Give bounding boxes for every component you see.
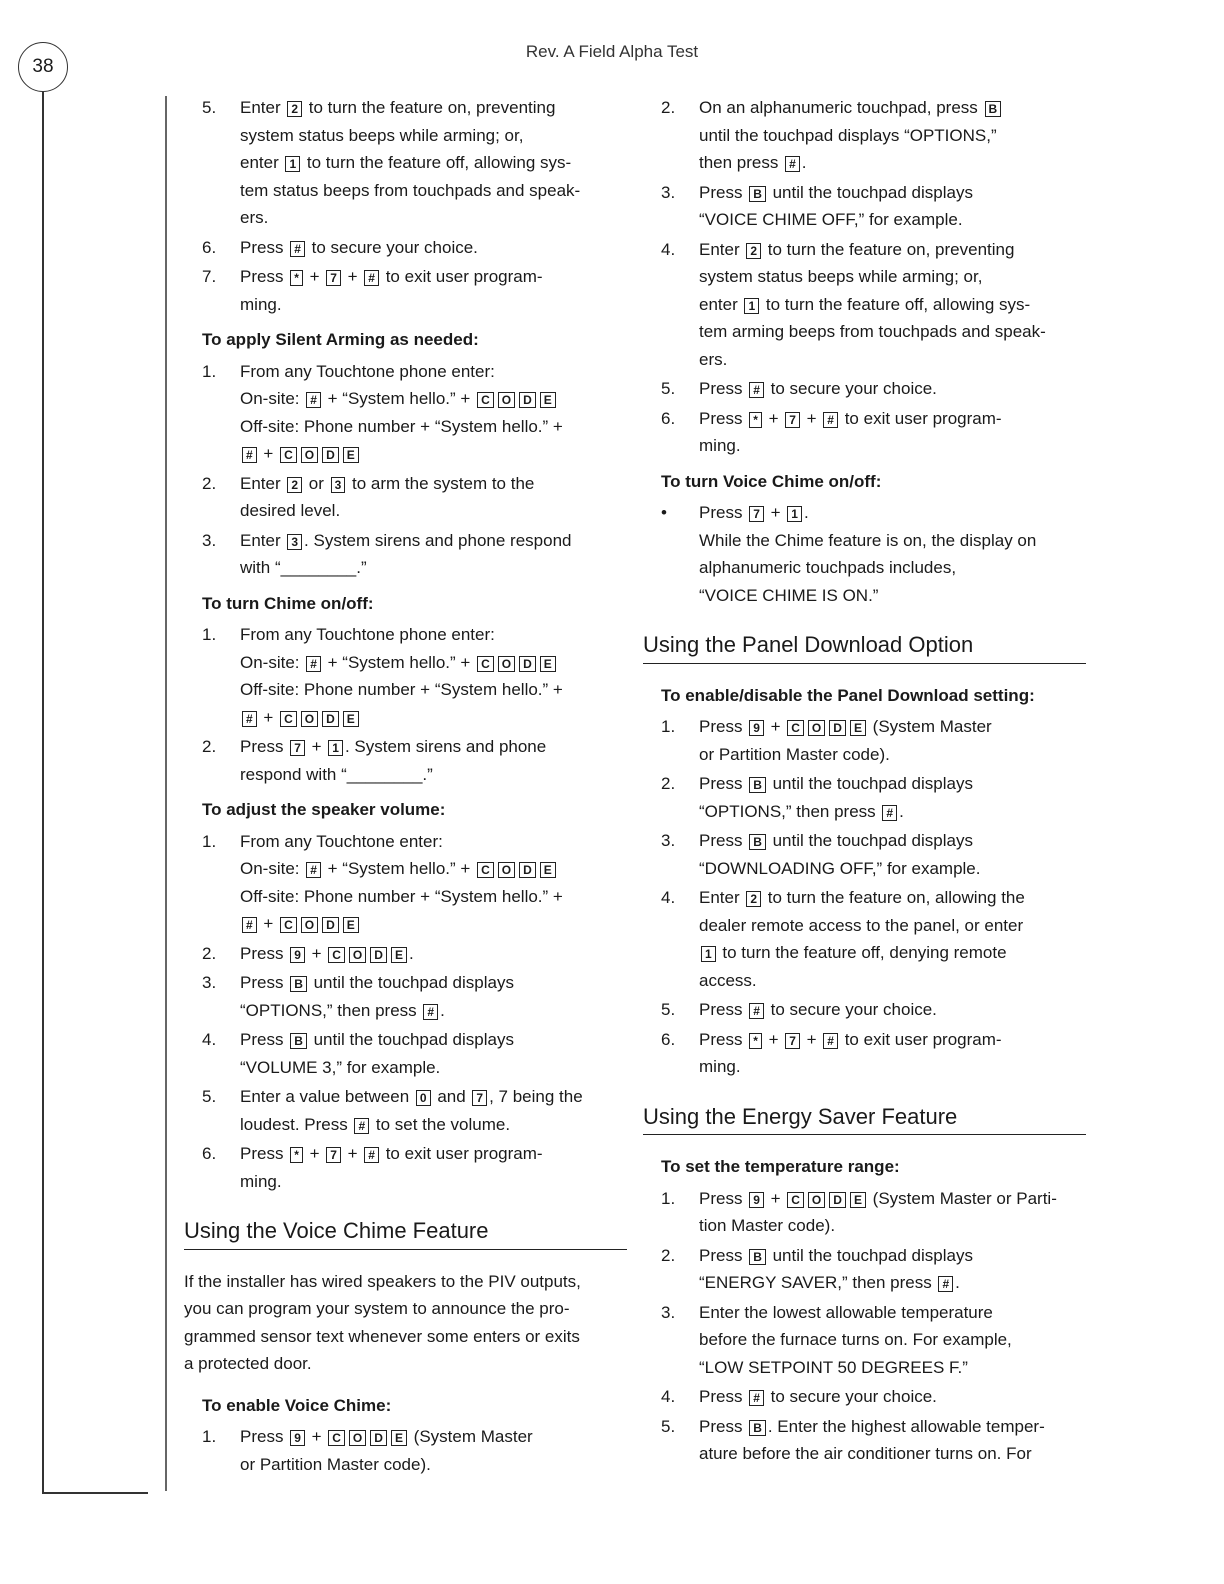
key-glyph: C bbox=[280, 917, 297, 933]
step-text: Enter 2 or 3 to arm the system to the bbox=[240, 473, 535, 493]
step-number: 1. bbox=[202, 625, 217, 644]
step-text: “ENERGY SAVER,” then press # . bbox=[699, 1273, 960, 1292]
procedure-heading: To turn Chime on/off: bbox=[202, 593, 374, 613]
list-item bbox=[202, 1423, 627, 1478]
step-text: 1 to turn the feature off, denying remote bbox=[699, 939, 1086, 967]
step-text: Press B until the touchpad displays bbox=[699, 182, 973, 202]
step-text: “VOLUME 3,” for example. bbox=[240, 1057, 441, 1077]
key-glyph: O bbox=[349, 947, 366, 963]
step-text: On-site: # + “System hello.” + C O D E bbox=[240, 385, 627, 413]
step-text: Press * + 7 + # to exit user program- bbox=[699, 1029, 1002, 1049]
key-glyph: 1 bbox=[744, 298, 759, 314]
key-glyph: 0 bbox=[416, 1090, 431, 1106]
step-text: On an alphanumeric touchpad, press B bbox=[699, 94, 1086, 122]
step-text: enter 1 to turn the feature off, allowing sys- bbox=[240, 153, 572, 172]
step-number: 4. bbox=[661, 888, 676, 907]
step-number: 5. bbox=[202, 98, 217, 117]
left-column bbox=[184, 94, 627, 1480]
step-number: 5. bbox=[661, 379, 676, 398]
key-glyph: O bbox=[498, 392, 515, 408]
key-glyph: B bbox=[749, 777, 766, 793]
key-glyph: # bbox=[354, 1118, 369, 1134]
step-number: 1. bbox=[661, 717, 676, 736]
key-glyph: E bbox=[850, 1192, 866, 1208]
key-glyph: C bbox=[328, 947, 345, 963]
list-item bbox=[661, 713, 1086, 768]
step-text: Press B until the touchpad displays bbox=[699, 831, 973, 850]
key-glyph: * bbox=[749, 412, 762, 428]
key-glyph: D bbox=[519, 656, 536, 672]
step-number: 6. bbox=[202, 237, 217, 257]
key-glyph: 7 bbox=[785, 1033, 800, 1049]
list-item bbox=[202, 358, 627, 468]
step-text: system status beeps while arming; or, bbox=[699, 267, 983, 286]
step-text: Press 9 + C O D E (System Master bbox=[240, 1427, 533, 1446]
step-text: until the touchpad displays “OPTIONS,” bbox=[699, 125, 997, 145]
key-glyph: C bbox=[787, 1192, 804, 1208]
list-item bbox=[202, 234, 627, 262]
margin-rule bbox=[42, 92, 44, 1492]
step-text: Off-site: Phone number + “System hello.” + bbox=[240, 416, 563, 436]
key-glyph: B bbox=[749, 186, 766, 202]
paragraph-line: a protected door. bbox=[184, 1354, 312, 1373]
step-text: ming. bbox=[699, 1057, 741, 1076]
list-item bbox=[202, 1083, 627, 1138]
key-glyph: # bbox=[242, 917, 257, 933]
list-item bbox=[202, 263, 627, 318]
list-item bbox=[661, 1026, 1086, 1081]
key-glyph: O bbox=[498, 862, 515, 878]
key-glyph: 7 bbox=[472, 1090, 487, 1106]
key-glyph: # bbox=[242, 711, 257, 727]
step-text: Press # to secure your choice. bbox=[699, 379, 937, 398]
procedure-heading: To adjust the speaker volume: bbox=[202, 800, 446, 819]
step-text: dealer remote access to the panel, or enter bbox=[699, 915, 1024, 935]
list-item bbox=[202, 1140, 627, 1195]
key-glyph: # bbox=[242, 447, 257, 463]
step-text: “VOICE CHIME OFF,” for example. bbox=[699, 210, 963, 229]
key-glyph: C bbox=[280, 447, 297, 463]
key-glyph: 3 bbox=[287, 534, 302, 550]
step-text: From any Touchtone enter: bbox=[240, 831, 443, 851]
list-item bbox=[202, 470, 627, 525]
step-text: enter 1 to turn the feature off, allowing sys- bbox=[699, 294, 1031, 314]
body-paragraph bbox=[184, 1268, 627, 1378]
key-glyph: 7 bbox=[749, 506, 764, 522]
list-item bbox=[661, 827, 1086, 882]
list-item bbox=[661, 499, 1086, 609]
key-glyph: 2 bbox=[287, 101, 302, 117]
step-text: ming. bbox=[240, 294, 282, 314]
key-glyph: E bbox=[850, 720, 866, 736]
key-glyph: E bbox=[343, 917, 359, 933]
step-text: Press * + 7 + # to exit user program- bbox=[240, 1144, 543, 1163]
key-glyph: D bbox=[370, 947, 387, 963]
step-number: 2. bbox=[202, 737, 217, 756]
key-glyph: E bbox=[540, 392, 556, 408]
key-glyph: B bbox=[985, 101, 1002, 117]
step-text: ming. bbox=[699, 436, 741, 455]
running-header: Rev. A Field Alpha Test bbox=[525, 42, 699, 61]
step-number: 1. bbox=[202, 361, 217, 381]
step-text: Enter 2 to turn the feature on, preventing bbox=[240, 98, 556, 117]
step-text: Press B until the touchpad displays bbox=[699, 774, 973, 793]
step-number: 1. bbox=[661, 1188, 676, 1208]
step-text: On-site: # + “System hello.” + C O D E bbox=[240, 649, 627, 677]
key-glyph: 2 bbox=[746, 243, 761, 259]
step-text: ature before the air conditioner turns on. For bbox=[699, 1444, 1032, 1463]
step-text: tem status beeps from touchpads and speak- bbox=[240, 180, 581, 200]
key-glyph: B bbox=[749, 1249, 766, 1265]
step-text: Press B until the touchpad displays bbox=[240, 1030, 514, 1049]
procedure-heading: To set the temperature range: bbox=[661, 1157, 900, 1176]
bottom-rule bbox=[42, 1492, 148, 1494]
step-text: alphanumeric touchpads includes, bbox=[699, 558, 957, 577]
step-text: From any Touchtone phone enter: bbox=[240, 361, 495, 381]
key-glyph: # bbox=[749, 1390, 764, 1406]
step-text: Off-site: Phone number + “System hello.” + bbox=[240, 886, 563, 906]
key-glyph: C bbox=[477, 862, 494, 878]
paragraph-line: you can program your system to announce the pro- bbox=[184, 1299, 570, 1318]
procedure-heading: To enable Voice Chime: bbox=[202, 1395, 392, 1415]
list-item bbox=[202, 969, 627, 1024]
key-glyph: 1 bbox=[787, 506, 802, 522]
list-item bbox=[202, 733, 627, 788]
step-number: 2. bbox=[202, 473, 217, 493]
step-number: 3. bbox=[661, 182, 676, 202]
step-text: Press B . Enter the highest allowable temper- bbox=[699, 1416, 1045, 1436]
key-glyph: B bbox=[290, 976, 307, 992]
key-glyph: D bbox=[519, 862, 536, 878]
list-item bbox=[202, 621, 627, 731]
step-text: Enter 2 to turn the feature on, allowing the bbox=[699, 888, 1025, 907]
column-rule bbox=[165, 96, 167, 1491]
list-item bbox=[661, 1242, 1086, 1297]
step-text: Press # to secure your choice. bbox=[240, 237, 478, 257]
list-item bbox=[661, 236, 1086, 374]
step-text: “LOW SETPOINT 50 DEGREES F.” bbox=[699, 1357, 968, 1377]
list-item bbox=[661, 179, 1086, 234]
step-text: with “________.” bbox=[240, 558, 367, 577]
key-glyph: O bbox=[301, 711, 318, 727]
key-glyph: # bbox=[306, 392, 321, 408]
key-glyph: O bbox=[301, 447, 318, 463]
step-text: ers. bbox=[240, 208, 269, 227]
list-item bbox=[202, 940, 627, 968]
key-glyph: B bbox=[290, 1033, 307, 1049]
key-glyph: 2 bbox=[287, 477, 302, 493]
key-glyph: C bbox=[280, 711, 297, 727]
procedure-heading: To turn Voice Chime on/off: bbox=[661, 471, 882, 491]
step-text: Press * + 7 + # to exit user program- bbox=[240, 267, 543, 286]
right-column bbox=[643, 94, 1086, 1470]
key-glyph: # bbox=[823, 412, 838, 428]
step-text: system status beeps while arming; or, bbox=[240, 125, 524, 145]
key-glyph: # bbox=[823, 1033, 838, 1049]
key-glyph: D bbox=[829, 720, 846, 736]
step-text: Enter 2 to turn the feature on, preventing bbox=[699, 239, 1015, 259]
step-text: Off-site: Phone number + “System hello.” + bbox=[240, 680, 563, 699]
list-item bbox=[202, 828, 627, 938]
step-text: tion Master code). bbox=[699, 1216, 836, 1235]
step-text: Press 9 + C O D E . bbox=[240, 943, 414, 963]
step-number: 6. bbox=[661, 408, 676, 428]
key-glyph: E bbox=[540, 656, 556, 672]
step-number: 4. bbox=[202, 1030, 217, 1049]
key-glyph: * bbox=[749, 1033, 762, 1049]
key-glyph: # bbox=[306, 862, 321, 878]
key-glyph: C bbox=[787, 720, 804, 736]
step-text: Press * + 7 + # to exit user program- bbox=[699, 408, 1002, 428]
key-glyph: D bbox=[370, 1430, 387, 1446]
key-glyph: O bbox=[808, 1192, 825, 1208]
list-item bbox=[202, 527, 627, 582]
key-glyph: C bbox=[328, 1430, 345, 1446]
step-text: Enter a value between 0 and 7 , 7 being the bbox=[240, 1087, 583, 1106]
list-item bbox=[202, 1026, 627, 1081]
key-glyph: # bbox=[290, 241, 305, 257]
list-item bbox=[661, 1299, 1086, 1382]
step-number: 1. bbox=[202, 1427, 217, 1446]
key-glyph: E bbox=[343, 447, 359, 463]
key-glyph: E bbox=[391, 1430, 407, 1446]
key-glyph: E bbox=[540, 862, 556, 878]
step-text: # + C O D E bbox=[240, 440, 627, 468]
key-glyph: B bbox=[749, 1420, 766, 1436]
paragraph-line: grammed sensor text whenever some enters or exits bbox=[184, 1326, 580, 1346]
key-glyph: # bbox=[364, 1147, 379, 1163]
step-number: 3. bbox=[202, 973, 217, 992]
step-text: or Partition Master code). bbox=[240, 1454, 431, 1474]
key-glyph: 3 bbox=[331, 477, 346, 493]
key-glyph: 7 bbox=[785, 412, 800, 428]
step-text: Press 7 + 1 . System sirens and phone bbox=[240, 737, 547, 756]
step-number: 6. bbox=[202, 1144, 217, 1163]
step-text: “DOWNLOADING OFF,” for example. bbox=[699, 858, 981, 878]
step-text: Enter the lowest allowable temperature bbox=[699, 1302, 993, 1322]
step-text: Press 7 + 1 . bbox=[699, 503, 809, 522]
step-text: before the furnace turns on. For example, bbox=[699, 1330, 1012, 1349]
step-text: Press # to secure your choice. bbox=[699, 1000, 937, 1019]
step-number: 3. bbox=[661, 1302, 676, 1322]
list-item bbox=[202, 94, 627, 232]
key-glyph: * bbox=[290, 270, 303, 286]
key-glyph: D bbox=[322, 447, 339, 463]
key-glyph: 9 bbox=[749, 720, 764, 736]
list-item bbox=[661, 1413, 1086, 1468]
step-text: Press B until the touchpad displays bbox=[240, 973, 514, 992]
key-glyph: # bbox=[306, 656, 321, 672]
step-number: 5. bbox=[661, 1000, 676, 1019]
step-text: While the Chime feature is on, the display on bbox=[699, 530, 1037, 550]
key-glyph: 9 bbox=[749, 1192, 764, 1208]
step-text: “VOICE CHIME IS ON.” bbox=[699, 585, 879, 605]
procedure-heading: To apply Silent Arming as needed: bbox=[202, 330, 479, 349]
key-glyph: # bbox=[749, 1003, 764, 1019]
step-number: 2. bbox=[661, 1245, 676, 1265]
list-item bbox=[661, 405, 1086, 460]
key-glyph: 1 bbox=[285, 156, 300, 172]
list-item bbox=[661, 1185, 1086, 1240]
step-number: 5. bbox=[202, 1087, 217, 1106]
key-glyph: E bbox=[391, 947, 407, 963]
list-item bbox=[661, 94, 1086, 177]
step-number: 4. bbox=[661, 1387, 676, 1406]
step-text: Enter 3 . System sirens and phone respond bbox=[240, 530, 572, 550]
key-glyph: 7 bbox=[290, 740, 305, 756]
list-item bbox=[661, 375, 1086, 403]
key-glyph: O bbox=[498, 656, 515, 672]
key-glyph: 7 bbox=[326, 270, 341, 286]
step-number: 2. bbox=[202, 943, 217, 963]
step-number: 6. bbox=[661, 1029, 676, 1049]
step-text: loudest. Press # to set the volume. bbox=[240, 1114, 511, 1134]
key-glyph: # bbox=[364, 270, 379, 286]
step-number: 2. bbox=[661, 774, 676, 793]
key-glyph: D bbox=[519, 392, 536, 408]
key-glyph: D bbox=[322, 917, 339, 933]
key-glyph: # bbox=[938, 1276, 953, 1292]
key-glyph: O bbox=[301, 917, 318, 933]
step-text: desired level. bbox=[240, 501, 341, 520]
step-text: From any Touchtone phone enter: bbox=[240, 625, 495, 644]
step-text: On-site: # + “System hello.” + C O D E bbox=[240, 855, 627, 883]
step-text: then press # . bbox=[699, 153, 807, 172]
step-number: 2. bbox=[661, 98, 676, 117]
step-text: Press 9 + C O D E (System Master or Parti- bbox=[699, 1188, 1057, 1208]
key-glyph: 9 bbox=[290, 1430, 305, 1446]
paragraph-line: If the installer has wired speakers to the PIV outputs, bbox=[184, 1271, 581, 1291]
list-item bbox=[661, 996, 1086, 1024]
key-glyph: C bbox=[477, 656, 494, 672]
key-glyph: 2 bbox=[746, 891, 761, 907]
key-glyph: O bbox=[808, 720, 825, 736]
key-glyph: 7 bbox=[326, 1147, 341, 1163]
page-number: 38 bbox=[18, 42, 68, 92]
step-number: 4. bbox=[661, 239, 676, 259]
step-text: Press # to secure your choice. bbox=[699, 1387, 937, 1406]
step-number: • bbox=[661, 503, 667, 522]
key-glyph: * bbox=[290, 1147, 303, 1163]
list-item bbox=[661, 770, 1086, 825]
step-text: “OPTIONS,” then press # . bbox=[240, 1000, 445, 1020]
key-glyph: # bbox=[749, 382, 764, 398]
step-text: # + C O D E bbox=[240, 704, 627, 732]
key-glyph: B bbox=[749, 834, 766, 850]
step-text: Press B until the touchpad displays bbox=[699, 1245, 973, 1265]
step-number: 5. bbox=[661, 1416, 676, 1436]
step-text: ming. bbox=[240, 1171, 282, 1191]
step-text: access. bbox=[699, 970, 757, 990]
key-glyph: C bbox=[477, 392, 494, 408]
step-text: respond with “________.” bbox=[240, 764, 433, 784]
step-number: 3. bbox=[202, 530, 217, 550]
key-glyph: O bbox=[349, 1430, 366, 1446]
key-glyph: # bbox=[882, 805, 897, 821]
key-glyph: 1 bbox=[328, 740, 343, 756]
key-glyph: # bbox=[423, 1004, 438, 1020]
list-item bbox=[661, 884, 1086, 994]
key-glyph: E bbox=[343, 711, 359, 727]
step-text: “OPTIONS,” then press # . bbox=[699, 801, 904, 821]
section-heading: Using the Panel Download Option bbox=[643, 631, 1086, 664]
step-number: 1. bbox=[202, 831, 217, 851]
key-glyph: 1 bbox=[701, 946, 716, 962]
section-heading: Using the Energy Saver Feature bbox=[643, 1103, 1086, 1136]
key-glyph: D bbox=[322, 711, 339, 727]
key-glyph: D bbox=[829, 1192, 846, 1208]
step-number: 3. bbox=[661, 831, 676, 850]
key-glyph: # bbox=[785, 156, 800, 172]
step-number: 7. bbox=[202, 267, 217, 286]
step-text: or Partition Master code). bbox=[699, 744, 890, 764]
step-text: Press 9 + C O D E (System Master bbox=[699, 717, 992, 736]
list-item bbox=[661, 1383, 1086, 1411]
section-heading: Using the Voice Chime Feature bbox=[184, 1217, 627, 1250]
step-text: # + C O D E bbox=[240, 910, 627, 938]
procedure-heading: To enable/disable the Panel Download setting: bbox=[661, 685, 1035, 705]
step-text: ers. bbox=[699, 349, 728, 369]
key-glyph: 9 bbox=[290, 947, 305, 963]
step-text: tem arming beeps from touchpads and speak- bbox=[699, 322, 1046, 341]
